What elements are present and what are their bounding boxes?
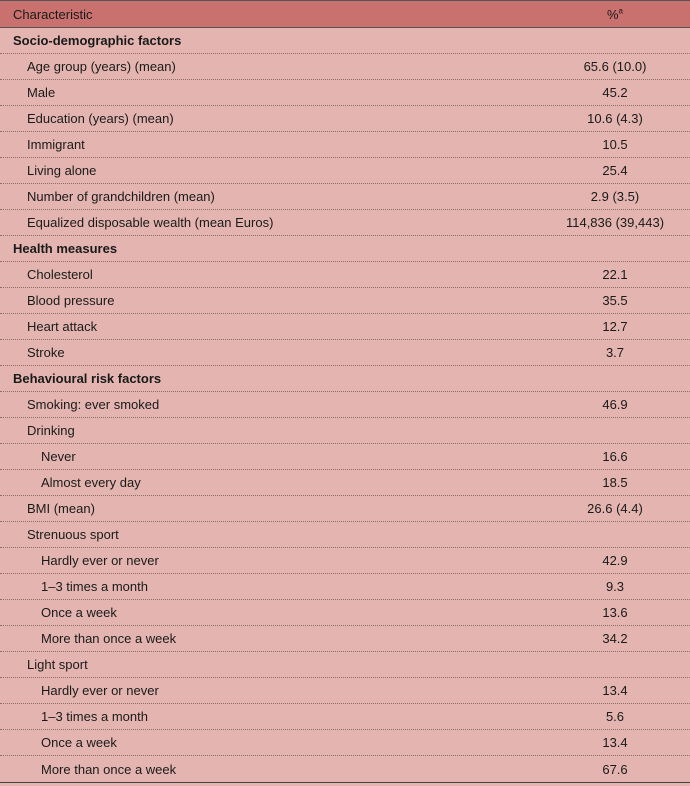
table-row bbox=[0, 158, 690, 184]
row-value: 5.6 bbox=[605, 709, 625, 724]
row-label: 1–3 times a month bbox=[41, 579, 148, 594]
table-row bbox=[0, 340, 690, 366]
table-row bbox=[0, 600, 690, 626]
table-row bbox=[0, 574, 690, 600]
row-label: Socio-demographic factors bbox=[13, 33, 182, 48]
table-row bbox=[0, 184, 690, 210]
row-value: 13.4 bbox=[602, 683, 628, 698]
row-label: Smoking: ever smoked bbox=[27, 397, 160, 412]
row-label: Blood pressure bbox=[27, 293, 115, 308]
row-label: Once a week bbox=[41, 605, 117, 620]
row-value: 2.9 (3.5) bbox=[590, 189, 640, 204]
row-label: Health measures bbox=[13, 241, 118, 256]
row-label: More than once a week bbox=[41, 631, 177, 646]
table-row bbox=[0, 106, 690, 132]
row-label: Male bbox=[27, 85, 56, 100]
row-value: 46.9 bbox=[602, 397, 628, 412]
row-value: 65.6 (10.0) bbox=[583, 59, 647, 74]
table-row bbox=[0, 392, 690, 418]
table-row bbox=[0, 262, 690, 288]
table-row bbox=[0, 548, 690, 574]
table-row bbox=[0, 496, 690, 522]
row-value: 16.6 bbox=[602, 449, 628, 464]
row-value: 18.5 bbox=[602, 475, 628, 490]
row-label: Stroke bbox=[27, 345, 65, 360]
row-label: Number of grandchildren (mean) bbox=[27, 189, 215, 204]
table-row bbox=[0, 54, 690, 80]
row-label: Living alone bbox=[27, 163, 97, 178]
table-row bbox=[0, 314, 690, 340]
row-label: Never bbox=[41, 449, 76, 464]
table-row bbox=[0, 80, 690, 106]
table-row bbox=[0, 210, 690, 236]
row-label: Cholesterol bbox=[27, 267, 93, 282]
row-label: Education (years) (mean) bbox=[27, 111, 174, 126]
row-label: BMI (mean) bbox=[27, 501, 95, 516]
row-label: More than once a week bbox=[41, 761, 177, 777]
row-value: 67.6 bbox=[602, 761, 628, 777]
row-value: 12.7 bbox=[602, 319, 628, 334]
row-value: 42.9 bbox=[602, 553, 628, 568]
table-row bbox=[0, 444, 690, 470]
section-header-row bbox=[0, 28, 690, 54]
row-value: 3.7 bbox=[605, 345, 625, 360]
table-body bbox=[0, 28, 690, 782]
row-label: Immigrant bbox=[27, 137, 85, 152]
table-row bbox=[0, 626, 690, 652]
row-value: 10.6 (4.3) bbox=[587, 111, 643, 126]
row-value: 10.5 bbox=[602, 137, 628, 152]
header-percent-symbol: % bbox=[606, 6, 619, 22]
row-label: Behavioural risk factors bbox=[13, 371, 162, 386]
table-row bbox=[0, 652, 690, 678]
table-row bbox=[0, 730, 690, 756]
section-header-row bbox=[0, 366, 690, 392]
table-row bbox=[0, 132, 690, 158]
row-value: 9.3 bbox=[605, 579, 625, 594]
row-label: Drinking bbox=[27, 423, 75, 438]
header-percent-footnote: a bbox=[618, 6, 623, 16]
row-label: Once a week bbox=[41, 735, 117, 750]
row-label: Hardly ever or never bbox=[41, 683, 159, 698]
table-row bbox=[0, 288, 690, 314]
row-value: 34.2 bbox=[602, 631, 628, 646]
row-label: Hardly ever or never bbox=[41, 553, 159, 568]
row-label: 1–3 times a month bbox=[41, 709, 148, 724]
row-value: 13.6 bbox=[602, 605, 628, 620]
row-label: Light sport bbox=[27, 657, 88, 672]
header-characteristic: Characteristic bbox=[13, 6, 93, 22]
row-value: 25.4 bbox=[602, 163, 628, 178]
row-label: Heart attack bbox=[27, 319, 98, 334]
row-label: Equalized disposable wealth (mean Euros) bbox=[27, 215, 274, 230]
row-value: 114,836 (39,443) bbox=[565, 215, 665, 230]
table-header bbox=[0, 1, 690, 28]
table-row bbox=[0, 756, 690, 782]
row-value: 22.1 bbox=[602, 267, 628, 282]
row-label: Strenuous sport bbox=[27, 527, 119, 542]
table-row bbox=[0, 704, 690, 730]
row-value: 45.2 bbox=[602, 85, 628, 100]
table-row bbox=[0, 418, 690, 444]
table-row bbox=[0, 470, 690, 496]
row-value: 26.6 (4.4) bbox=[587, 501, 643, 516]
section-header-row bbox=[0, 236, 690, 262]
table-row bbox=[0, 678, 690, 704]
table-row bbox=[0, 522, 690, 548]
row-value: 13.4 bbox=[602, 735, 628, 750]
header-percent bbox=[480, 7, 690, 22]
row-value: 35.5 bbox=[602, 293, 628, 308]
row-label: Almost every day bbox=[41, 475, 141, 490]
row-label: Age group (years) (mean) bbox=[27, 59, 176, 74]
